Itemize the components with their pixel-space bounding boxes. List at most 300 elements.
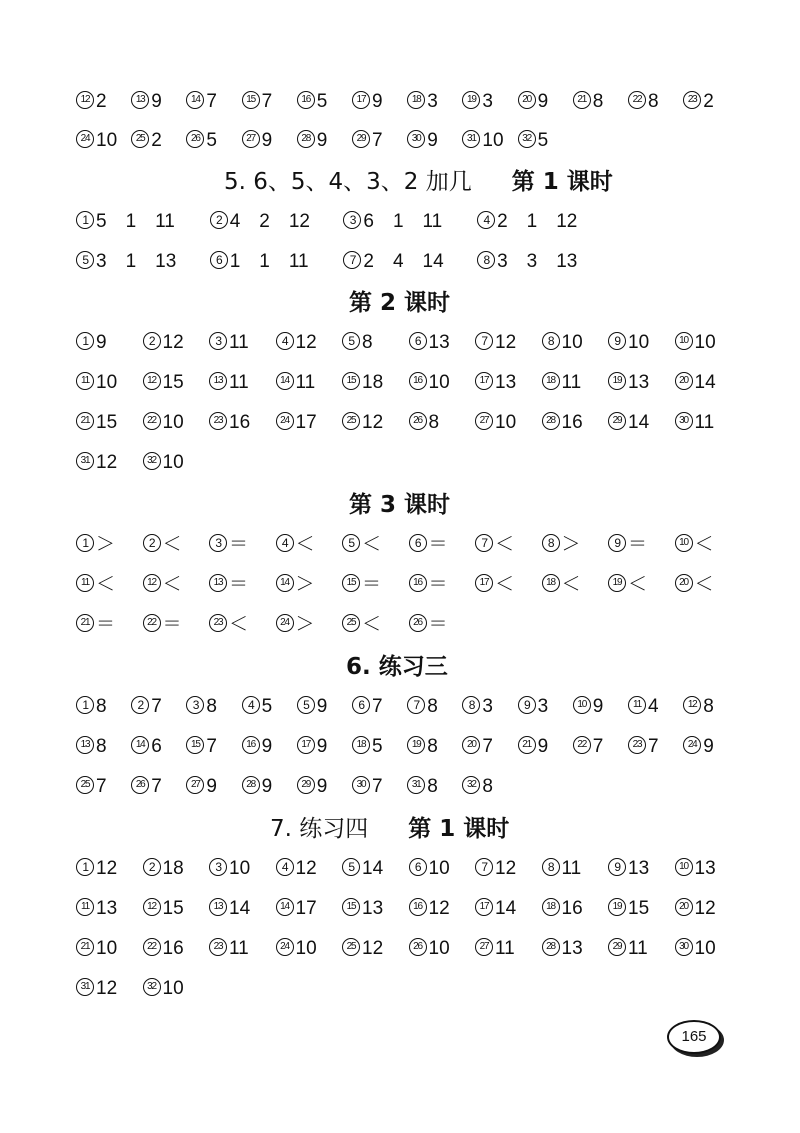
circled-number-marker: 6 bbox=[409, 332, 427, 350]
section-heading-6: 6. 练习三 bbox=[346, 654, 448, 680]
answer-value: 14 bbox=[229, 898, 251, 919]
answer-item bbox=[342, 328, 373, 358]
answer-value: 3 bbox=[537, 696, 549, 717]
circled-number-marker: 31 bbox=[462, 130, 480, 148]
answer-item bbox=[76, 772, 107, 802]
answer-item bbox=[608, 934, 648, 964]
circled-number-marker: 5 bbox=[76, 251, 94, 269]
circled-number-marker: 14 bbox=[276, 898, 294, 916]
circled-number-marker: 27 bbox=[475, 412, 493, 430]
answer-value: 8 bbox=[362, 332, 373, 353]
circled-number-marker: 14 bbox=[131, 736, 149, 754]
circled-number-marker: 9 bbox=[608, 534, 626, 552]
answer-value: 11 bbox=[628, 938, 648, 959]
circled-number-marker: 1 bbox=[76, 858, 94, 876]
circled-number-marker: 23 bbox=[209, 614, 227, 632]
answer-value: 5 bbox=[372, 736, 383, 757]
answer-item bbox=[628, 732, 659, 762]
answer-item bbox=[210, 207, 310, 237]
answer-item bbox=[542, 934, 583, 964]
answer-item bbox=[342, 570, 381, 600]
answer-value: 9 bbox=[261, 736, 273, 757]
circled-number-marker: 3 bbox=[209, 858, 227, 876]
answer-item bbox=[542, 894, 583, 924]
answer-item bbox=[409, 328, 450, 358]
answer-item bbox=[76, 974, 117, 1004]
answer-value: 5 bbox=[537, 130, 549, 151]
answer-value: 7 bbox=[648, 736, 659, 757]
answer-value: 14 bbox=[495, 898, 517, 919]
answer-value: 13 bbox=[561, 938, 583, 959]
answer-item bbox=[409, 530, 448, 560]
answer-value: 10 bbox=[162, 978, 184, 999]
circled-number-marker: 14 bbox=[276, 372, 294, 390]
answer-item bbox=[343, 247, 443, 277]
answer-item bbox=[76, 368, 117, 398]
circled-number-marker: 30 bbox=[675, 938, 693, 956]
answer-item bbox=[143, 854, 184, 884]
circled-number-marker: 12 bbox=[143, 574, 161, 592]
answer-value: 18 bbox=[362, 372, 384, 393]
circled-number-marker: 32 bbox=[462, 776, 480, 794]
answer-value: 12 bbox=[428, 898, 450, 919]
circled-number-marker: 28 bbox=[242, 776, 260, 794]
answer-value: 17 bbox=[295, 412, 317, 433]
circled-number-marker: 18 bbox=[542, 574, 560, 592]
answer-item bbox=[131, 692, 162, 722]
answer-item bbox=[407, 126, 438, 156]
circled-number-marker: 18 bbox=[542, 372, 560, 390]
answer-item bbox=[675, 570, 714, 600]
circled-number-marker: 23 bbox=[683, 91, 701, 109]
answer-item bbox=[407, 772, 438, 802]
answer-value: 13 bbox=[362, 898, 384, 919]
answer-item bbox=[186, 692, 217, 722]
circled-number-marker: 26 bbox=[409, 614, 427, 632]
circled-number-marker: 22 bbox=[143, 412, 161, 430]
answer-value: 9 bbox=[592, 696, 604, 717]
answer-value: 15 bbox=[628, 898, 650, 919]
answer-value: 2 bbox=[96, 91, 107, 112]
answer-value: 11 bbox=[561, 858, 582, 879]
answer-item bbox=[143, 934, 184, 964]
circled-number-marker: 8 bbox=[542, 534, 560, 552]
circled-number-marker: 25 bbox=[76, 776, 94, 794]
answer-value: ＝ bbox=[96, 614, 116, 635]
answer-item bbox=[242, 87, 273, 117]
answer-value: 15 bbox=[162, 898, 184, 919]
answer-item bbox=[477, 247, 577, 277]
answer-item bbox=[475, 854, 516, 884]
answer-value: 5 bbox=[206, 130, 217, 151]
circled-number-marker: 15 bbox=[186, 736, 204, 754]
circled-number-marker: 20 bbox=[675, 372, 693, 390]
answer-item bbox=[608, 328, 649, 358]
circled-number-marker: 21 bbox=[518, 736, 536, 754]
circled-number-marker: 23 bbox=[209, 938, 227, 956]
circled-number-marker: 10 bbox=[675, 332, 693, 350]
circled-number-marker: 19 bbox=[608, 372, 626, 390]
answer-value: ＜ bbox=[628, 574, 648, 595]
answer-value: 10 bbox=[96, 130, 118, 151]
answer-value: 7 bbox=[372, 130, 383, 151]
answer-item bbox=[209, 854, 250, 884]
answer-value: 7 bbox=[96, 776, 107, 797]
answer-item bbox=[409, 570, 448, 600]
answer-item bbox=[76, 408, 117, 438]
answer-item bbox=[143, 570, 182, 600]
circled-number-marker: 21 bbox=[76, 614, 94, 632]
circled-number-marker: 16 bbox=[242, 736, 260, 754]
answer-value: ＜ bbox=[295, 534, 315, 555]
answer-value: 7 bbox=[261, 91, 273, 112]
answer-value: 2 bbox=[151, 130, 162, 151]
answer-value: 11 bbox=[561, 372, 582, 393]
circled-number-marker: 20 bbox=[518, 91, 536, 109]
circled-number-marker: 6 bbox=[352, 696, 370, 714]
answer-value: 11 bbox=[229, 372, 249, 393]
answer-item bbox=[518, 126, 549, 156]
answer-item bbox=[343, 207, 442, 237]
answer-value: ＝ bbox=[428, 614, 448, 635]
circled-number-marker: 21 bbox=[573, 91, 591, 109]
answer-item bbox=[409, 934, 450, 964]
answer-value: ＜ bbox=[561, 574, 581, 595]
answer-value: 11 bbox=[229, 332, 249, 353]
answer-value: ＜ bbox=[495, 574, 515, 595]
answer-item bbox=[76, 934, 117, 964]
circled-number-marker: 29 bbox=[352, 130, 370, 148]
answer-value: 3 1 13 bbox=[96, 251, 177, 272]
answer-item bbox=[76, 207, 175, 237]
answer-value: 9 bbox=[151, 91, 162, 112]
circled-number-marker: 25 bbox=[342, 412, 360, 430]
answer-value: ＜ bbox=[495, 534, 515, 555]
answer-value: ＜ bbox=[96, 574, 116, 595]
circled-number-marker: 28 bbox=[297, 130, 315, 148]
answer-item bbox=[675, 328, 716, 358]
answer-item bbox=[409, 408, 440, 438]
answer-item bbox=[242, 772, 273, 802]
circled-number-marker: 30 bbox=[352, 776, 370, 794]
circled-number-marker: 6 bbox=[210, 251, 228, 269]
answer-value: 9 bbox=[261, 130, 273, 151]
answer-value: 10 bbox=[162, 452, 184, 473]
answer-value: ＝ bbox=[229, 534, 249, 555]
circled-number-marker: 12 bbox=[683, 696, 701, 714]
circled-number-marker: 17 bbox=[352, 91, 370, 109]
answer-item bbox=[76, 328, 107, 358]
circled-number-marker: 1 bbox=[76, 211, 94, 229]
circled-number-marker: 15 bbox=[342, 372, 360, 390]
circled-number-marker: 13 bbox=[209, 574, 227, 592]
circled-number-marker: 13 bbox=[209, 372, 227, 390]
circled-number-marker: 13 bbox=[131, 91, 149, 109]
answer-item bbox=[675, 408, 715, 438]
answer-value: ＞ bbox=[295, 614, 315, 635]
answer-item bbox=[342, 408, 383, 438]
answer-value: ＝ bbox=[428, 574, 448, 595]
answer-item bbox=[209, 408, 250, 438]
circled-number-marker: 21 bbox=[76, 412, 94, 430]
answer-item bbox=[276, 368, 316, 398]
circled-number-marker: 27 bbox=[475, 938, 493, 956]
answer-value: 9 bbox=[427, 130, 438, 151]
answer-value: 9 bbox=[316, 696, 328, 717]
answer-item bbox=[276, 530, 315, 560]
circled-number-marker: 31 bbox=[407, 776, 425, 794]
answer-value: ＞ bbox=[295, 574, 315, 595]
circled-number-marker: 4 bbox=[242, 696, 260, 714]
answer-value: ＜ bbox=[229, 614, 249, 635]
answer-item bbox=[276, 894, 317, 924]
answer-value: 2 1 12 bbox=[497, 211, 578, 232]
answer-value: 8 bbox=[427, 776, 438, 797]
circled-number-marker: 20 bbox=[675, 898, 693, 916]
circled-number-marker: 30 bbox=[675, 412, 693, 430]
answer-value: 12 bbox=[162, 332, 184, 353]
answer-item bbox=[297, 772, 328, 802]
answer-value: 3 3 13 bbox=[497, 251, 578, 272]
answer-value: 10 bbox=[495, 412, 517, 433]
answer-value: 14 bbox=[628, 412, 650, 433]
answer-value: 10 bbox=[428, 372, 450, 393]
circled-number-marker: 19 bbox=[608, 898, 626, 916]
answer-item bbox=[276, 570, 315, 600]
answer-value: 10 bbox=[96, 372, 118, 393]
answer-value: 10 bbox=[561, 332, 583, 353]
circled-number-marker: 19 bbox=[462, 91, 480, 109]
circled-number-marker: 27 bbox=[242, 130, 260, 148]
answer-item bbox=[76, 448, 117, 478]
answer-item bbox=[76, 126, 117, 156]
answer-item bbox=[352, 692, 383, 722]
answer-item bbox=[475, 570, 514, 600]
circled-number-marker: 32 bbox=[143, 978, 161, 996]
answer-value: 10 bbox=[694, 332, 716, 353]
circled-number-marker: 6 bbox=[409, 858, 427, 876]
circled-number-marker: 16 bbox=[409, 898, 427, 916]
answer-value: 2 bbox=[703, 91, 714, 112]
circled-number-marker: 15 bbox=[242, 91, 260, 109]
answer-item bbox=[542, 328, 583, 358]
circled-number-marker: 8 bbox=[542, 332, 560, 350]
answer-item bbox=[242, 692, 273, 722]
answer-item bbox=[608, 368, 649, 398]
answer-item bbox=[242, 732, 273, 762]
answer-item bbox=[462, 732, 493, 762]
circled-number-marker: 11 bbox=[76, 372, 94, 390]
answer-value: 7 bbox=[206, 91, 217, 112]
answer-item bbox=[297, 87, 328, 117]
section-heading-7: 7. 练习四 第 1 课时 bbox=[270, 816, 510, 842]
answer-value: 4 2 12 bbox=[229, 211, 310, 232]
circled-number-marker: 4 bbox=[276, 332, 294, 350]
circled-number-marker: 26 bbox=[409, 412, 427, 430]
circled-number-marker: 28 bbox=[542, 412, 560, 430]
circled-number-marker: 15 bbox=[342, 574, 360, 592]
circled-number-marker: 25 bbox=[131, 130, 149, 148]
circled-number-marker: 18 bbox=[542, 898, 560, 916]
answer-value: 7 bbox=[592, 736, 604, 757]
answer-value: 10 bbox=[694, 938, 716, 959]
answer-value: 11 bbox=[694, 412, 715, 433]
answer-value: 9 bbox=[537, 91, 549, 112]
answer-value: 5 bbox=[261, 696, 273, 717]
answer-item bbox=[242, 126, 273, 156]
circled-number-marker: 22 bbox=[573, 736, 591, 754]
answer-value: 4 bbox=[648, 696, 659, 717]
answer-item bbox=[475, 408, 516, 438]
circled-number-marker: 27 bbox=[186, 776, 204, 794]
answer-item bbox=[76, 247, 176, 277]
answer-item bbox=[683, 87, 714, 117]
answer-item bbox=[352, 772, 383, 802]
circled-number-marker: 1 bbox=[76, 696, 94, 714]
circled-number-marker: 24 bbox=[276, 412, 294, 430]
lesson-label: 第 1 课时 bbox=[511, 169, 613, 195]
answer-item bbox=[209, 570, 248, 600]
answer-item bbox=[143, 610, 182, 640]
answer-item bbox=[297, 732, 328, 762]
answer-value: 7 bbox=[482, 736, 493, 757]
circled-number-marker: 24 bbox=[76, 130, 94, 148]
circled-number-marker: 7 bbox=[475, 534, 493, 552]
answer-value: 5 1 11 bbox=[96, 211, 175, 232]
answer-value: 9 bbox=[537, 736, 549, 757]
answer-item bbox=[76, 894, 117, 924]
answer-item bbox=[352, 732, 383, 762]
circled-number-marker: 25 bbox=[342, 614, 360, 632]
answer-value: ＞ bbox=[561, 534, 581, 555]
answer-item bbox=[675, 530, 714, 560]
answer-value: 3 bbox=[482, 696, 493, 717]
answer-value: 12 bbox=[96, 978, 118, 999]
answer-value: ＜ bbox=[162, 534, 182, 555]
answer-item bbox=[76, 692, 107, 722]
answer-value: 10 bbox=[428, 858, 450, 879]
answer-item bbox=[131, 126, 162, 156]
answer-value: 8 bbox=[703, 696, 714, 717]
answer-item bbox=[143, 894, 184, 924]
circled-number-marker: 23 bbox=[628, 736, 646, 754]
answer-value: 13 bbox=[628, 372, 650, 393]
circled-number-marker: 18 bbox=[352, 736, 370, 754]
answer-item bbox=[608, 894, 649, 924]
circled-number-marker: 2 bbox=[143, 332, 161, 350]
circled-number-marker: 2 bbox=[131, 696, 149, 714]
answer-item bbox=[462, 692, 493, 722]
circled-number-marker: 24 bbox=[683, 736, 701, 754]
answer-item bbox=[475, 934, 515, 964]
answer-item bbox=[209, 530, 248, 560]
circled-number-marker: 10 bbox=[573, 696, 591, 714]
answer-item bbox=[342, 894, 383, 924]
circled-number-marker: 11 bbox=[76, 574, 94, 592]
answer-value: ＜ bbox=[362, 534, 382, 555]
answer-item bbox=[477, 207, 577, 237]
answer-item bbox=[683, 732, 714, 762]
circled-number-marker: 31 bbox=[76, 452, 94, 470]
circled-number-marker: 18 bbox=[407, 91, 425, 109]
answer-item bbox=[76, 854, 117, 884]
answer-value: 17 bbox=[295, 898, 317, 919]
answer-item bbox=[76, 570, 115, 600]
circled-number-marker: 1 bbox=[76, 534, 94, 552]
circled-number-marker: 22 bbox=[143, 614, 161, 632]
circled-number-marker: 12 bbox=[76, 91, 94, 109]
circled-number-marker: 6 bbox=[409, 534, 427, 552]
answer-item bbox=[407, 87, 438, 117]
answer-item bbox=[131, 87, 162, 117]
answer-value: 8 bbox=[648, 91, 659, 112]
circled-number-marker: 29 bbox=[297, 776, 315, 794]
answer-item bbox=[608, 854, 649, 884]
answer-item bbox=[407, 732, 438, 762]
answer-item bbox=[76, 732, 107, 762]
answer-item bbox=[131, 772, 162, 802]
answer-value: 14 bbox=[694, 372, 716, 393]
circled-number-marker: 24 bbox=[276, 614, 294, 632]
answer-value: 8 bbox=[206, 696, 217, 717]
circled-number-marker: 22 bbox=[628, 91, 646, 109]
answer-item bbox=[352, 87, 383, 117]
circled-number-marker: 9 bbox=[608, 332, 626, 350]
answer-item bbox=[297, 692, 328, 722]
circled-number-marker: 1 bbox=[76, 332, 94, 350]
answer-value: 10 bbox=[628, 332, 650, 353]
answer-value: ＝ bbox=[229, 574, 249, 595]
answer-value: 7 bbox=[206, 736, 217, 757]
answer-item bbox=[542, 570, 581, 600]
answer-value: 9 bbox=[316, 776, 328, 797]
circled-number-marker: 2 bbox=[143, 534, 161, 552]
answer-item bbox=[462, 772, 493, 802]
answer-item bbox=[276, 854, 317, 884]
answer-value: 7 bbox=[372, 776, 383, 797]
answer-item bbox=[409, 894, 450, 924]
answer-item bbox=[143, 448, 184, 478]
answer-value: 13 bbox=[96, 898, 118, 919]
lesson-heading-3: 第 3 课时 bbox=[349, 492, 451, 518]
answer-item bbox=[542, 530, 581, 560]
circled-number-marker: 17 bbox=[475, 898, 493, 916]
answer-item bbox=[186, 732, 217, 762]
answer-value: 12 bbox=[96, 452, 118, 473]
circled-number-marker: 17 bbox=[475, 372, 493, 390]
circled-number-marker: 11 bbox=[76, 898, 94, 916]
circled-number-marker: 26 bbox=[186, 130, 204, 148]
answer-value: 18 bbox=[162, 858, 184, 879]
circled-number-marker: 2 bbox=[210, 211, 228, 229]
answer-item bbox=[143, 530, 182, 560]
answer-value: 7 bbox=[151, 776, 162, 797]
circled-number-marker: 9 bbox=[608, 858, 626, 876]
answer-item bbox=[628, 692, 659, 722]
section-heading-5: 5. 6、5、4、3、2 加几 第 1 课时 bbox=[224, 169, 613, 195]
answer-value: 12 bbox=[96, 858, 118, 879]
answer-value: 3 bbox=[427, 91, 438, 112]
circled-number-marker: 12 bbox=[143, 372, 161, 390]
answer-item bbox=[573, 692, 604, 722]
answer-value: 9 bbox=[316, 130, 328, 151]
circled-number-marker: 3 bbox=[209, 534, 227, 552]
answer-value: 11 bbox=[495, 938, 515, 959]
circled-number-marker: 16 bbox=[409, 372, 427, 390]
answer-value: 12 bbox=[295, 858, 317, 879]
circled-number-marker: 8 bbox=[462, 696, 480, 714]
answer-item bbox=[683, 692, 714, 722]
